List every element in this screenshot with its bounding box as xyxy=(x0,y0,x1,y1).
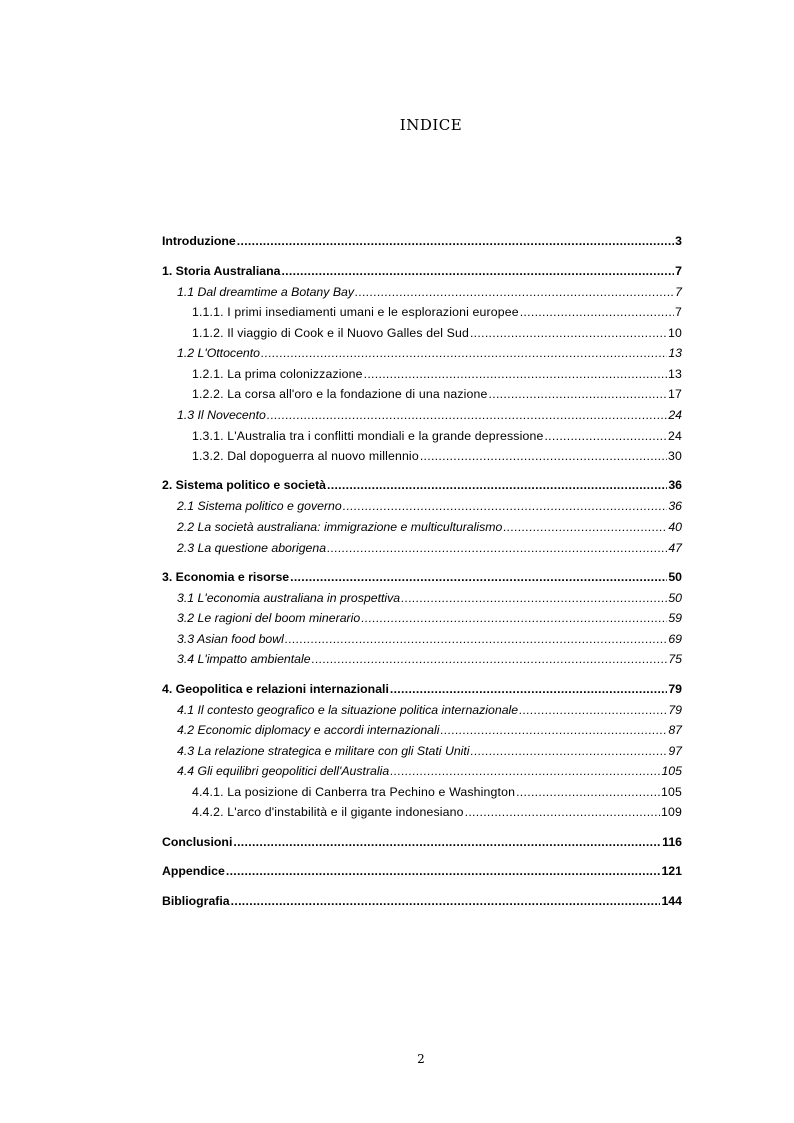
toc-entry-appendice[interactable] xyxy=(162,860,682,882)
toc-entry-label: Introduzione xyxy=(162,234,236,248)
page-title: INDICE xyxy=(399,116,463,134)
toc-entry-label: 3.4 L'impatto ambientale xyxy=(177,652,311,667)
toc-entry-section-3-4[interactable] xyxy=(162,649,682,670)
toc-entry-page: 24 xyxy=(668,408,682,423)
toc-entry-label: 1.2 L'Ottocento xyxy=(177,346,261,361)
toc-entry-section-3-1[interactable] xyxy=(162,588,682,609)
toc-entry-page: 79 xyxy=(668,702,682,717)
leader-dots xyxy=(465,802,660,823)
toc-entry-chapter-4[interactable] xyxy=(162,678,682,700)
toc-entry-page: 59 xyxy=(668,611,682,626)
toc-entry-page: 13 xyxy=(668,346,682,361)
leader-dots xyxy=(470,323,667,344)
toc-entry-label: 4.1 Il contesto geografico e la situazione politica internazionale xyxy=(177,702,519,717)
toc-entry-subsection-1-1-1[interactable] xyxy=(162,302,682,323)
toc-entry-label: 1.3 Il Novecento xyxy=(177,408,266,423)
toc-entry-label: 4.4 Gli equilibri geopolitici dell'Australia xyxy=(177,764,390,779)
toc-entry-page: 7 xyxy=(675,263,682,278)
toc-entry-page: 30 xyxy=(668,449,682,464)
toc-entry-page: 105 xyxy=(661,784,682,799)
leader-dots xyxy=(312,649,668,670)
leader-dots xyxy=(364,364,667,385)
toc-entry-page: 3 xyxy=(675,234,682,248)
toc-entry-label: 2.3 La questione aborigena xyxy=(177,540,327,555)
leader-dots xyxy=(327,538,667,559)
leader-dots xyxy=(516,782,660,803)
toc-entry-section-1-3[interactable] xyxy=(162,405,682,426)
toc-entry-introduzione[interactable] xyxy=(162,230,682,252)
leader-dots xyxy=(519,700,667,721)
toc-entry-section-1-1[interactable] xyxy=(162,282,682,303)
toc-entry-label: 2. Sistema politico e società xyxy=(162,478,327,493)
toc-entry-label: 4.4.2. L'arco d'instabilità e il gigante indonesiano xyxy=(192,805,464,820)
toc-entry-section-3-2[interactable] xyxy=(162,608,682,629)
toc-entry-bibliografia[interactable] xyxy=(162,890,682,912)
toc-entry-label: 1.3.2. Dal dopoguerra al nuovo millennio xyxy=(192,449,419,464)
toc-entry-page: 79 xyxy=(668,681,682,696)
leader-dots xyxy=(343,496,668,517)
toc-entry-label: 1.3.1. L'Australia tra i conflitti mondiali e la grande depressione xyxy=(192,428,544,443)
toc-entry-page: 109 xyxy=(661,805,682,820)
toc-entry-label: 3.2 Le ragioni del boom minerario xyxy=(177,611,361,626)
toc-entry-page: 105 xyxy=(661,764,682,779)
toc-entry-page: 7 xyxy=(675,305,682,320)
leader-dots xyxy=(503,517,667,538)
toc-entry-subsection-4-4-1[interactable] xyxy=(162,782,682,803)
leader-dots xyxy=(420,446,667,467)
toc-entry-chapter-1[interactable] xyxy=(162,260,682,282)
toc-entry-label: 4.3 La relazione strategica e militare con gli Stati Uniti xyxy=(177,743,470,758)
toc-entry-section-4-2[interactable] xyxy=(162,720,682,741)
page-number: 2 xyxy=(417,1052,425,1066)
toc-entry-subsection-1-2-1[interactable] xyxy=(162,364,682,385)
toc-entry-label: 1.1.2. Il viaggio di Cook e il Nuovo Galles del Sud xyxy=(192,325,469,340)
toc-entry-label: Bibliografia xyxy=(162,893,230,908)
leader-dots xyxy=(440,720,667,741)
leader-dots xyxy=(267,405,667,426)
leader-dots xyxy=(489,384,667,405)
toc-entry-conclusioni[interactable] xyxy=(162,831,682,853)
leader-dots xyxy=(261,343,667,364)
toc-entry-subsection-1-2-2[interactable] xyxy=(162,384,682,405)
leader-dots xyxy=(520,302,674,323)
leader-dots xyxy=(231,890,661,912)
leader-dots xyxy=(237,230,674,252)
toc-entry-page: 7 xyxy=(675,284,682,299)
leader-dots xyxy=(233,831,661,853)
leader-dots xyxy=(290,566,667,588)
toc-entry-page: 40 xyxy=(668,519,682,534)
toc-entry-label: 3. Economia e risorse xyxy=(162,569,290,584)
toc-entry-subsection-1-1-2[interactable] xyxy=(162,323,682,344)
toc-entry-section-2-2[interactable] xyxy=(162,517,682,538)
toc-entry-label: 1.1.1. I primi insediamenti umani e le esplorazioni europee xyxy=(192,305,519,320)
leader-dots xyxy=(226,860,661,882)
toc-entry-page: 50 xyxy=(668,569,682,584)
toc-entry-page: 121 xyxy=(661,864,682,879)
toc-entry-label: 1.2.2. La corsa all'oro e la fondazione di una nazione xyxy=(192,387,488,402)
toc-entry-subsection-1-3-2[interactable] xyxy=(162,446,682,467)
toc-entry-label: 1.2.1. La prima colonizzazione xyxy=(192,366,363,381)
toc-entry-label: 2.2 La società australiana: immigrazione e multiculturalismo xyxy=(177,519,503,534)
toc-entry-label: 4. Geopolitica e relazioni internazionali xyxy=(162,681,389,696)
toc-entry-page: 36 xyxy=(668,478,682,493)
toc-entry-page: 69 xyxy=(668,631,682,646)
toc-entry-section-4-3[interactable] xyxy=(162,741,682,762)
toc-entry-page: 75 xyxy=(668,652,682,667)
toc-entry-page: 87 xyxy=(668,723,682,738)
toc-entry-label: 1.1 Dal dreamtime a Botany Bay xyxy=(177,284,355,299)
toc-entry-page: 10 xyxy=(668,325,682,340)
toc-entry-label: 4.4.1. La posizione di Canberra tra Pechino e Washington xyxy=(192,784,516,799)
toc-entry-page: 144 xyxy=(661,893,682,908)
leader-dots xyxy=(390,678,667,700)
toc-entry-label: 2.1 Sistema politico e governo xyxy=(177,499,342,514)
toc-entry-subsection-4-4-2[interactable] xyxy=(162,802,682,823)
toc-entry-section-2-1[interactable] xyxy=(162,496,682,517)
toc-entry-chapter-2[interactable] xyxy=(162,474,682,496)
toc-entry-page: 116 xyxy=(662,834,682,849)
toc-entry-label: 4.2 Economic diplomacy e accordi internazionali xyxy=(177,723,440,738)
toc-entry-label: Appendice xyxy=(162,864,225,879)
toc-entry-section-4-4[interactable] xyxy=(162,761,682,782)
leader-dots xyxy=(285,629,667,650)
toc-entry-page: 13 xyxy=(668,366,682,381)
toc-entry-subsection-1-3-1[interactable] xyxy=(162,426,682,447)
toc-entry-page: 50 xyxy=(668,590,682,605)
toc-entry-page: 97 xyxy=(668,743,682,758)
toc-entry-label: Conclusioni xyxy=(162,834,233,849)
leader-dots xyxy=(390,761,660,782)
leader-dots xyxy=(401,588,667,609)
toc-entry-page: 24 xyxy=(668,428,682,443)
leader-dots xyxy=(281,260,674,282)
toc-entry-chapter-3[interactable] xyxy=(162,566,682,588)
leader-dots xyxy=(355,282,674,303)
toc-entry-section-3-3[interactable] xyxy=(162,629,682,650)
toc-entry-label: 3.3 Asian food bowl xyxy=(177,631,284,646)
toc-entry-page: 36 xyxy=(668,499,682,514)
toc-entry-section-4-1[interactable] xyxy=(162,700,682,721)
leader-dots xyxy=(544,426,667,447)
toc-entry-page: 17 xyxy=(668,387,682,402)
leader-dots xyxy=(361,608,667,629)
toc-entry-label: 3.1 L'economia australiana in prospettiva xyxy=(177,590,401,605)
toc-entry-section-1-2[interactable] xyxy=(162,343,682,364)
toc-entry-label: 1. Storia Australiana xyxy=(162,263,281,278)
table-of-contents xyxy=(162,230,682,912)
leader-dots xyxy=(327,474,667,496)
toc-entry-page: 47 xyxy=(668,540,682,555)
toc-entry-section-2-3[interactable] xyxy=(162,538,682,559)
leader-dots xyxy=(471,741,668,762)
